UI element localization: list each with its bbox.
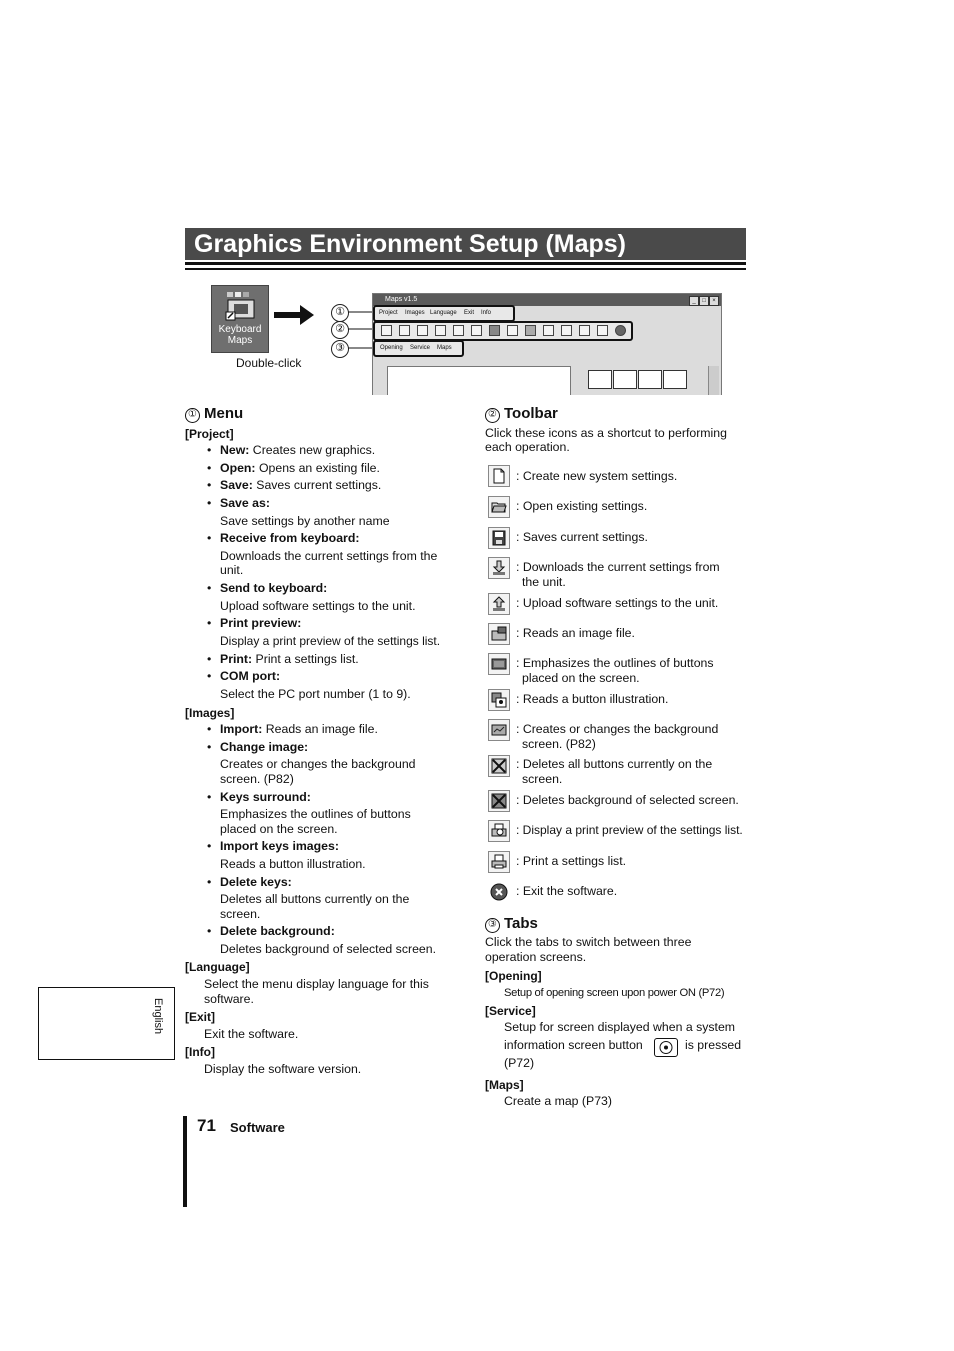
item-term: New: (220, 443, 250, 457)
exit-icon (488, 881, 510, 903)
callout-1: ① (331, 304, 349, 322)
item-desc: Select the PC port number (1 to 9). (220, 687, 411, 701)
toolbar-desc: : Emphasizes the outlines of buttons (516, 656, 714, 670)
close-icon: × (709, 296, 719, 306)
item-term: Open: (220, 461, 256, 475)
title-rule (185, 268, 746, 270)
item-desc: Save settings by another name (220, 514, 390, 528)
list-item (220, 531, 359, 546)
keyboard-maps-desktop-icon (211, 285, 269, 353)
item-desc: Creates or changes the background (220, 757, 416, 771)
tabs-heading (485, 915, 538, 933)
list-item (220, 790, 311, 805)
tabs-intro: Click the tabs to switch between three (485, 935, 692, 949)
import-keys-icon (507, 325, 518, 336)
list-item (220, 496, 270, 511)
app-icon-graphic (212, 286, 268, 326)
delete-keys-icon (543, 325, 554, 336)
toolbar-desc: : Upload software settings to the unit. (516, 596, 719, 610)
list-item (220, 616, 301, 631)
minimize-icon: _ (689, 296, 699, 306)
printer-icon (597, 325, 608, 336)
item-term: Keys surround: (220, 790, 311, 804)
group-exit: [Exit] (185, 1010, 215, 1024)
toolbar-desc: : Reads a button illustration. (516, 692, 669, 706)
app-toolbar (373, 321, 633, 341)
item-term: Delete background: (220, 924, 335, 938)
download-icon (435, 325, 446, 336)
list-item (220, 722, 378, 737)
item-desc: Deletes all buttons currently on the (220, 892, 410, 906)
item-term: Print preview: (220, 616, 302, 630)
change-image-icon (525, 325, 536, 336)
callout-3: ③ (331, 340, 349, 358)
section-number: ③ (485, 918, 500, 933)
toolbar-desc: placed on the screen. (522, 671, 640, 685)
group-info: [Info] (185, 1045, 215, 1059)
import-image-icon (488, 623, 510, 645)
menu-heading-text: Menu (204, 405, 244, 422)
item-desc: Display the software version. (204, 1062, 362, 1076)
group-maps: [Maps] (485, 1078, 524, 1092)
list-item (220, 581, 327, 596)
toolbar-intro: Click these icons as a shortcut to performing (485, 426, 727, 440)
section-number: ① (185, 408, 200, 423)
list-item (220, 461, 380, 476)
callout-leaders (348, 305, 374, 351)
item-desc: Deletes background of selected screen. (220, 942, 437, 956)
import-image-icon (471, 325, 482, 336)
icon-label: Maps (227, 335, 253, 346)
list-item (220, 652, 359, 667)
double-click-caption: Double-click (236, 356, 302, 370)
group-language: [Language] (185, 960, 250, 974)
group-service: [Service] (485, 1004, 536, 1018)
item-desc: software. (204, 992, 254, 1006)
icon-label: Keyboard (218, 324, 262, 335)
palette-button (613, 370, 637, 389)
toolbar-desc: : Exit the software. (516, 884, 618, 898)
page-number: 71 (197, 1116, 216, 1135)
item-desc: Opens an existing file. (255, 461, 380, 475)
item-desc: Create a map (P73) (504, 1094, 612, 1108)
exit-icon (615, 325, 626, 336)
item-desc: Reads a button illustration. (220, 857, 366, 871)
floppy-disk-icon (488, 527, 510, 549)
list-item (220, 443, 375, 458)
group-project: [Project] (185, 427, 234, 441)
item-term: Save as: (220, 496, 270, 510)
app-title: Maps v1.5 (385, 296, 418, 303)
floppy-disk-icon (417, 325, 428, 336)
item-desc: Emphasizes the outlines of buttons (220, 807, 411, 821)
callout-2: ② (331, 321, 349, 339)
toolbar-desc: : Create new system settings. (516, 469, 678, 483)
item-desc: screen. (P82) (220, 772, 294, 786)
printer-icon (488, 851, 510, 873)
language-side-label: English (152, 998, 164, 1035)
toolbar-desc: : Reads an image file. (516, 626, 635, 640)
toolbar-desc: : Open existing settings. (516, 499, 648, 513)
tab-opening: Opening (380, 345, 403, 351)
tab-maps: Maps (437, 345, 452, 351)
tab-service: Service (410, 345, 431, 351)
list-item (220, 875, 292, 890)
menu-info: Info (481, 310, 492, 316)
delete-keys-icon (488, 755, 510, 777)
list-item (220, 839, 339, 854)
list-item (220, 924, 335, 939)
toolbar-desc: : Creates or changes the background (516, 722, 719, 736)
tabs-heading-text: Tabs (504, 915, 538, 932)
print-preview-icon (579, 325, 590, 336)
item-term: Save: (220, 478, 253, 492)
item-term: Import: (220, 722, 263, 736)
toolbar-desc: the unit. (522, 575, 566, 589)
menu-project: Project (379, 310, 398, 316)
menu-language: Language (430, 310, 457, 316)
list-item (220, 478, 381, 493)
item-desc: Upload software settings to the unit. (220, 599, 416, 613)
section-number: ② (485, 408, 500, 423)
item-term: Delete keys: (220, 875, 292, 889)
open-folder-icon (488, 496, 510, 518)
toolbar-desc: : Downloads the current settings from (516, 560, 720, 574)
keys-surround-icon (489, 325, 500, 336)
toolbar-desc: : Saves current settings. (516, 530, 648, 544)
toolbar-heading (485, 405, 558, 423)
list-item (220, 740, 308, 755)
toolbar-heading-text: Toolbar (504, 405, 558, 422)
item-desc: Saves current settings. (252, 478, 382, 492)
item-term: Send to keyboard: (220, 581, 328, 595)
upload-icon (488, 593, 510, 615)
tabs-intro: operation screens. (485, 950, 587, 964)
delete-background-icon (561, 325, 572, 336)
new-file-icon (381, 325, 392, 336)
open-folder-icon (399, 325, 410, 336)
item-desc: screen. (220, 907, 261, 921)
footer-section: Software (230, 1120, 285, 1135)
upload-icon (453, 325, 464, 336)
item-term: COM port: (220, 669, 281, 683)
item-desc: Downloads the current settings from the (220, 549, 438, 563)
import-keys-icon (488, 689, 510, 711)
toolbar-desc: : Deletes background of selected screen. (516, 793, 739, 807)
group-images: [Images] (185, 706, 235, 720)
toolbar-intro: each operation. (485, 440, 570, 454)
item-desc: Display a print preview of the settings list. (220, 634, 441, 648)
maps-app-window (372, 293, 722, 395)
item-term: Print: (220, 652, 253, 666)
menu-images: Images (405, 310, 425, 316)
download-icon (488, 557, 510, 579)
item-desc: information screen button (504, 1038, 643, 1052)
print-preview-icon (488, 820, 510, 842)
item-desc: Reads an image file. (262, 722, 378, 736)
list-item (220, 669, 280, 684)
item-desc: Print a settings list. (252, 652, 359, 666)
footer-bar (183, 1116, 187, 1207)
item-term: Import keys images: (220, 839, 339, 853)
toolbar-desc: : Print a settings list. (516, 854, 627, 868)
item-desc: Select the menu display language for this (204, 977, 429, 991)
item-desc: unit. (220, 563, 244, 577)
new-file-icon (488, 465, 510, 487)
keys-surround-icon (488, 653, 510, 675)
page-title: Graphics Environment Setup (Maps) (194, 230, 627, 258)
menu-heading (185, 405, 243, 423)
palette-button (588, 370, 612, 389)
app-menubar (373, 305, 515, 322)
item-desc: Exit the software. (204, 1027, 299, 1041)
toolbar-desc: : Deletes all buttons currently on the (516, 757, 713, 771)
item-term: Change image: (220, 740, 309, 754)
item-desc: Setup of opening screen upon power ON (P72) (504, 987, 725, 999)
maximize-icon: □ (699, 296, 709, 306)
item-desc: (P72) (504, 1056, 535, 1070)
button-palette (583, 370, 703, 395)
item-desc: is pressed (685, 1038, 742, 1052)
toolbar-desc: screen. (522, 772, 563, 786)
right-arrow-icon (272, 303, 316, 327)
item-desc: Creates new graphics. (249, 443, 376, 457)
title-rule (185, 262, 746, 265)
change-image-icon (488, 719, 510, 741)
item-term: Receive from keyboard: (220, 531, 360, 545)
palette-button (638, 370, 662, 389)
group-opening: [Opening] (485, 969, 542, 983)
app-tabs (373, 340, 464, 357)
map-canvas (387, 366, 571, 395)
delete-background-icon (488, 790, 510, 812)
item-desc: placed on the screen. (220, 822, 338, 836)
toolbar-desc: : Display a print preview of the settings list. (516, 823, 743, 837)
item-desc: Setup for screen displayed when a system (504, 1020, 736, 1034)
toolbar-desc: screen. (P82) (522, 737, 596, 751)
palette-button (663, 370, 687, 389)
menu-exit: Exit (464, 310, 475, 316)
scrollbar (708, 366, 719, 395)
system-info-button-icon (654, 1038, 678, 1057)
